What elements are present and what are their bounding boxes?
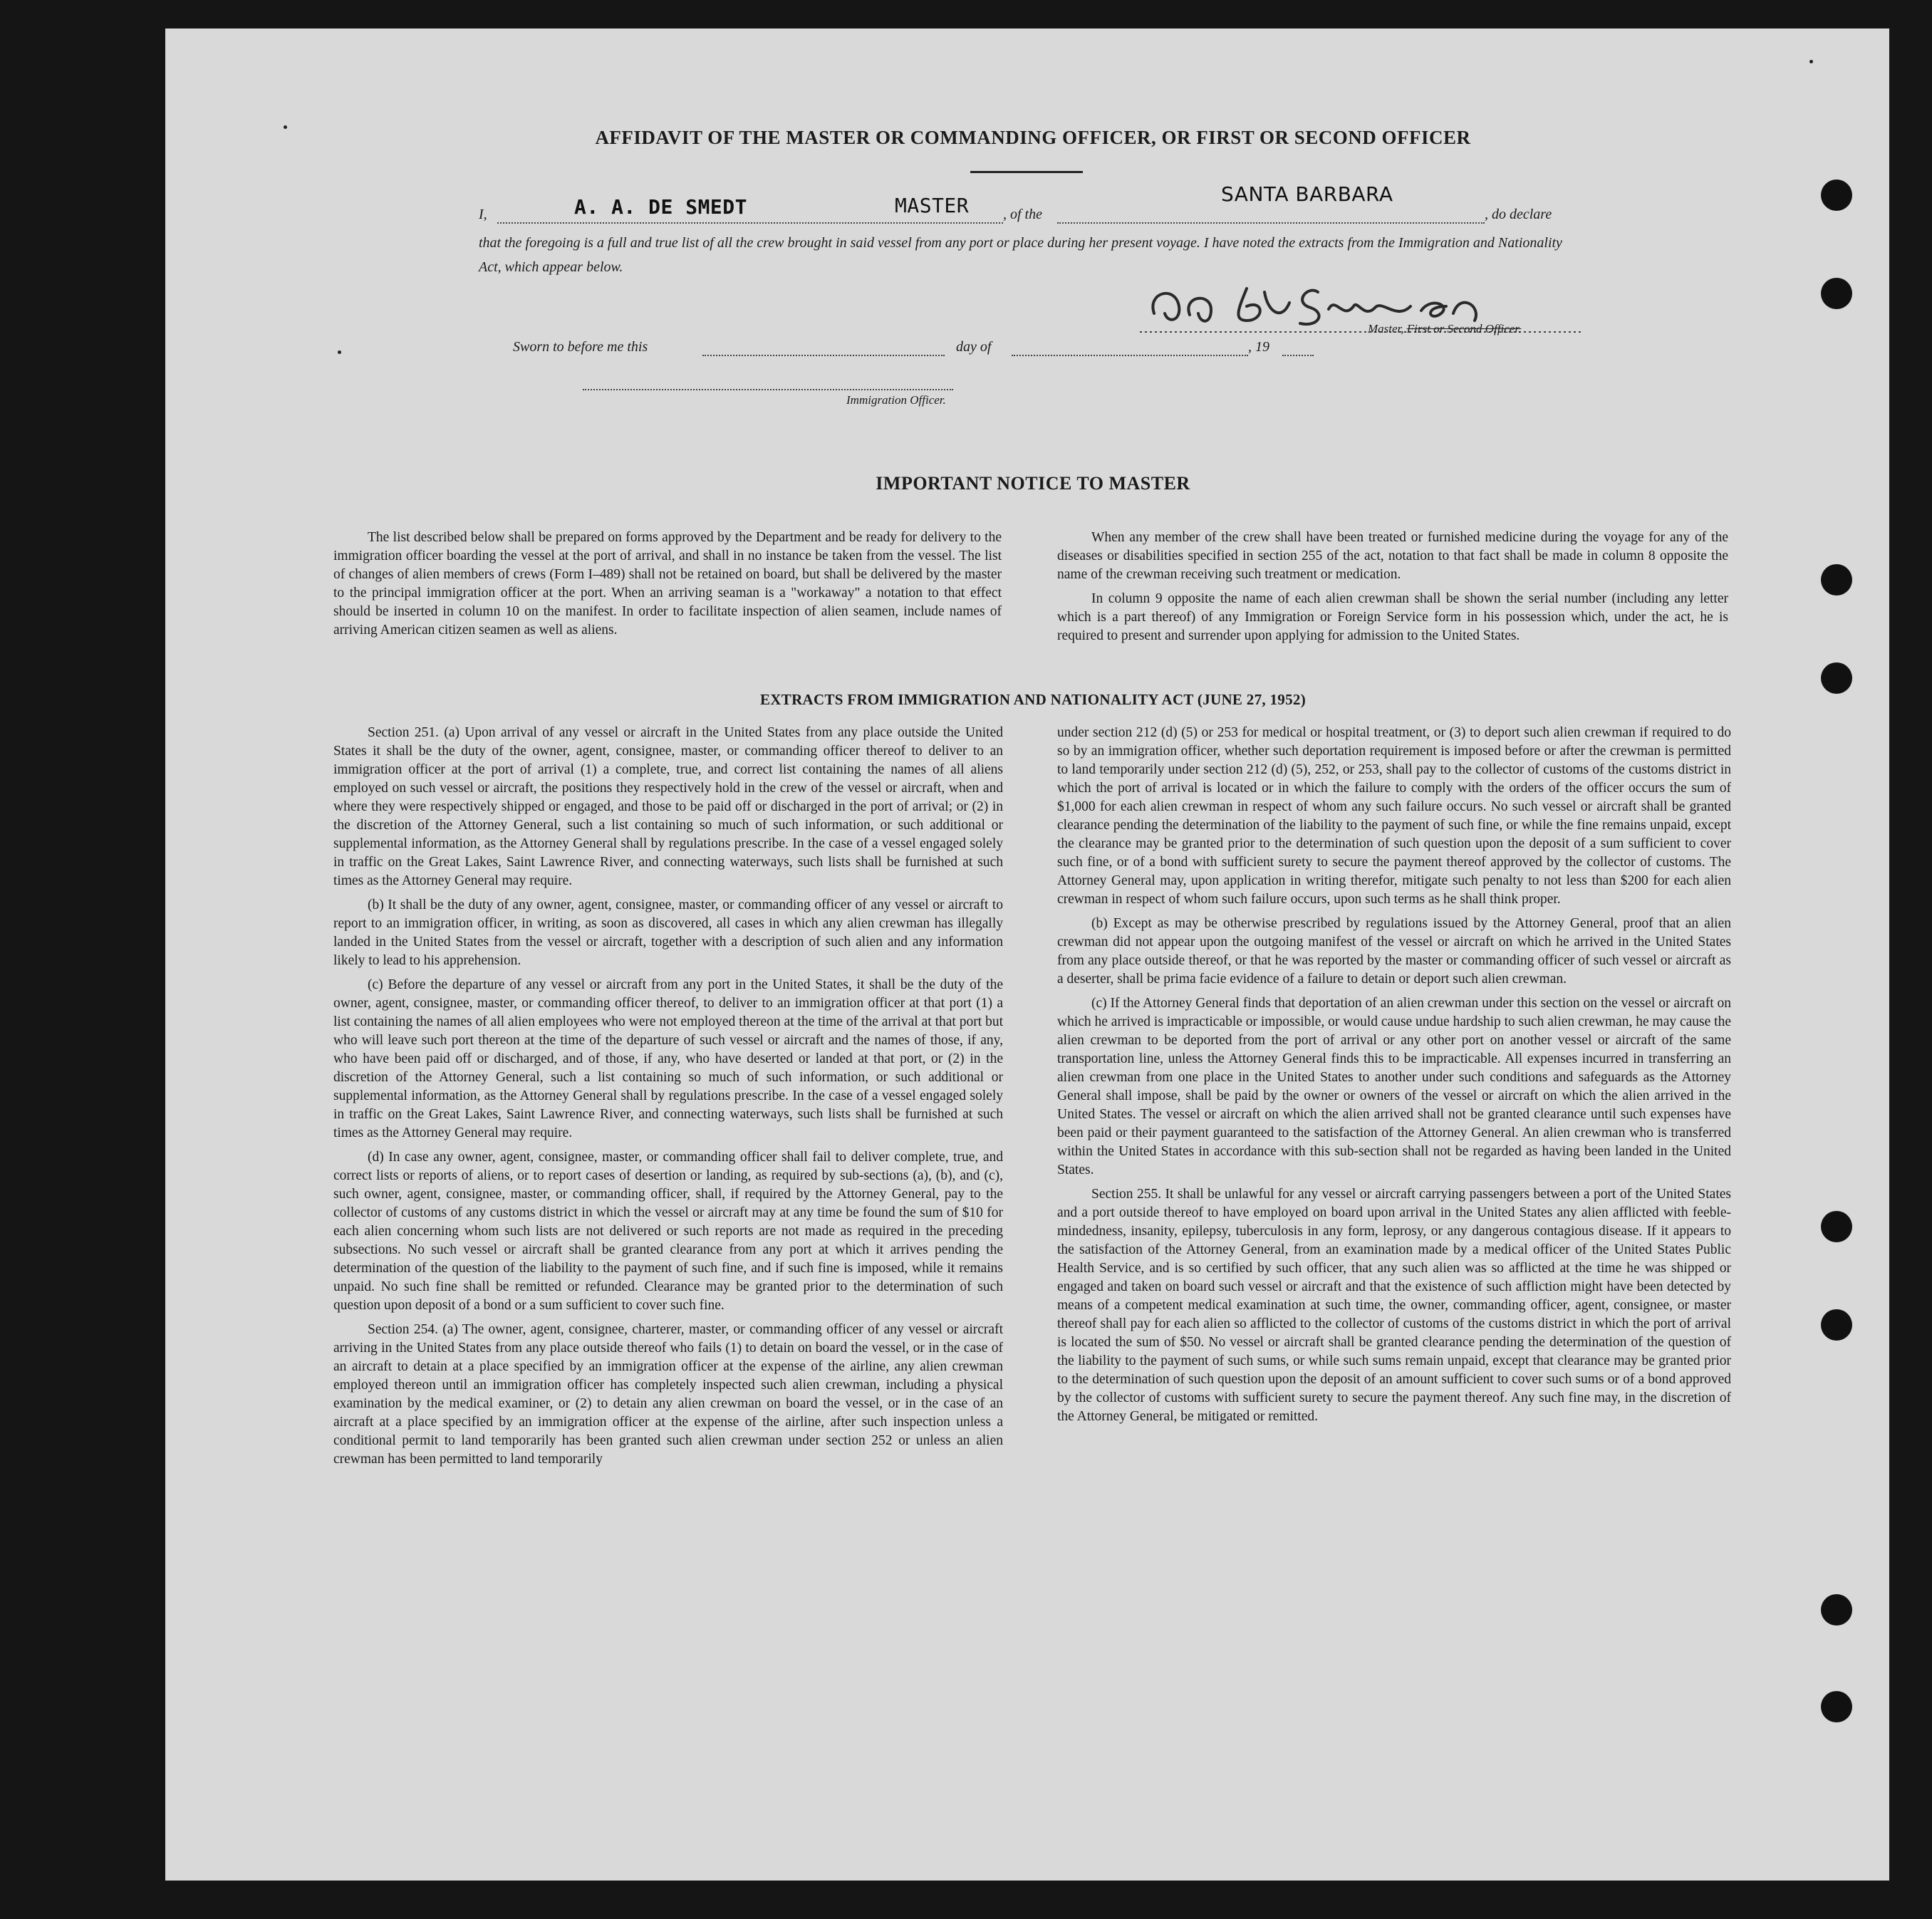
extracts-left-column	[333, 724, 1003, 1475]
extract-paragraph: (c) Before the departure of any vessel or aircraft from any port in the United States, it shall be the duty of the owner, agent, consignee, master, or commanding officer thereof, to deliver to an immigration officer at that port (1) a list containing the names of all alien employees who were not employed thereon at the time of the arrival at that port but who will leave such port thereon at the time of the departure of such vessel or aircraft and the names of those, if any, who have been paid off or discharged, and of those, if any, who have deserted or landed at that port, or (2) in the discretion of the Attorney General, such a list containing so much of such information, or such additional or supplemental information, as the Attorney General shall by regulations prescribe. In the case of a vessel engaged solely in traffic on the Great Lakes, Saint Lawrence River, and connecting waterways, such lists shall be furnished at such times as the Attorney General may require.	[333, 977, 1003, 1140]
extract-paragraph: Section 254. (a) The owner, agent, consignee, charterer, master, or commanding officer of any vessel or aircraft arriving in the United States from any place outside thereof who fails (1) to detain on board the vessel, or in the case of an aircraft to detain at a place specified by an immigration officer at the expense of the airline, any alien crewman employed thereon until an immigration officer has completely inspected such alien crewman, including a physical examination by the medical examiner, or (2) to detain any alien crewman on board the vessel, or in the case of an aircraft at a place specified by an immigration officer at the expense of the airline, after such inspection unless a conditional permit to land temporarily has been granted such alien crewman under section 252 or unless an alien crewman has been permitted to land temporarily	[333, 1322, 1003, 1467]
extract-paragraph: (d) In case any owner, agent, consignee, master, or commanding officer shall fail to deliver complete, true, and correct lists or reports of aliens, or to report cases of desertion or landing, as required by sub-sections (a), (b), and (c), such owner, agent, consignee, master, or commanding officer, shall, if required by the Attorney General, pay to the collector of customs of any customs district in which the vessel or aircraft may at any time be found the sum of $10 for each alien concerning whom such lists are not delivered or such reports are not made as required in the preceding subsections. No such vessel or aircraft shall be granted clearance from any port at which it arrives pending the determination of the question of the liability to the payment of such fine, and if such fine is imposed, while it remains unpaid. No such fine shall be remitted or refunded. Clearance may be granted prior to the determination of such question upon deposit of a bond or a sum sufficient to cover such fine.	[333, 1150, 1003, 1313]
extract-paragraph: (b) Except as may be otherwise prescribed by regulations issued by the Attorney General, proof that an alien crewman did not appear upon the outgoing manifest of the vessel or aircraft on which he arrived in the United States from any place outside thereof, or that he was reported by the master or commanding officer of such vessel or aircraft as a deserter, shall be prima facie evidence of a failure to detain or deport such alien crewman.	[1057, 916, 1731, 987]
of-the-label: , of the	[1003, 207, 1042, 222]
notice-right-column	[1057, 529, 1728, 651]
extracts-right-column	[1057, 724, 1731, 1432]
extract-paragraph: under section 212 (d) (5) or 253 for medical or hospital treatment, or (3) to deport such alien crewman if required to do so by an immigration officer, whether such deportation requirement is imposed before or after the crewman is permitted to land temporarily under section 212 (d) (5), 252, or 253, shall pay to the collector of customs of the customs district in which the port of arrival is located or in which the failure to comply with the orders of the officer occurs the sum of $1,000 for each alien crewman in respect of whom any such failure occurs. No such vessel or aircraft shall be granted clearance pending the determination of the liability to the payment of such fine, or while the fine remains unpaid, except the clearance may be granted prior to the determination of such question upon the deposit of a sum sufficient to cover such fine, or of a bond with sufficient surety to secure the payment thereof approved by the collector of customs. The Attorney General may, upon application in writing therefor, mitigate such penalty to not less than $200 for each alien crewman in respect of whom such failure occurs, upon such terms as he shall think proper.	[1057, 725, 1731, 907]
sworn-month-line	[1012, 355, 1248, 356]
vessel-name: SANTA BARBARA	[1221, 182, 1393, 206]
notice-paragraph: In column 9 opposite the name of each alien crewman shall be shown the serial number (including any letter which is a part thereof) of any Immigration or Foreign Service form in his possession which, under the act, he is required to present and surrender upon applying for admission to the United States.	[1057, 591, 1728, 643]
signature-caption	[1368, 322, 1521, 336]
notice-paragraph: The list described below shall be prepared on forms approved by the Department and be ready for delivery to the immigration officer boarding the vessel at the port of arrival, and shall in no instance be taken from the vessel. The list of changes of alien members of crews (Form I–489) shall not be retained on board, but shall be delivered by the master to the principal immigration officer at the port. When an arriving seaman is a "workaway" a notation to that effect should be inserted in column 10 on the manifest. In order to facilitate inspection of alien seamen, include names of arriving American citizen seamen as well as aliens.	[333, 530, 1002, 638]
extracts-title: EXTRACTS FROM IMMIGRATION AND NATIONALITY ACT (JUNE 27, 1952)	[760, 691, 1306, 708]
officer-caption: Immigration Officer.	[846, 393, 946, 407]
sworn-label: Sworn to before me this	[513, 339, 648, 355]
affidavit-statement: that the foregoing is a full and true list of all the crew brought in said vessel from any port or place during her present voyage. I have noted the extracts from the Immigration and Nationality Act, which appear below.	[479, 235, 1562, 275]
affidavit-title: AFFIDAVIT OF THE MASTER OR COMMANDING OFFICER, OR FIRST OR SECOND OFFICER	[595, 127, 1471, 148]
name-line	[497, 222, 1003, 224]
extract-paragraph: (b) It shall be the duty of any owner, agent, consignee, master, or commanding officer of any vessel or aircraft to report to an immigration officer, in writing, as soon as discovered, all cases in which any alien crewman has illegally landed in the United States from the vessel or aircraft, together with a description of such alien and any information likely to lead to his apprehension.	[333, 898, 1003, 968]
title-rule	[970, 171, 1083, 173]
declaration-prefix: I,	[479, 207, 487, 222]
ink-speck	[284, 125, 287, 129]
vessel-line	[1057, 222, 1485, 224]
punch-hole	[1821, 1309, 1852, 1341]
punch-hole	[1821, 1211, 1852, 1242]
notice-left-column	[333, 529, 1002, 645]
punch-hole	[1821, 564, 1852, 596]
notice-paragraph: When any member of the crew shall have been treated or furnished medicine during the voyage for any of the diseases or disabilities specified in section 255 of the act, notation to that fact shall be made in column 8 opposite the name of the crewman receiving such treatment or medication.	[1057, 530, 1728, 582]
punch-hole	[1821, 1691, 1852, 1722]
do-declare-label: , do declare	[1485, 207, 1552, 222]
extract-paragraph: (c) If the Attorney General finds that deportation of an alien crewman under this section on the vessel or aircraft on which he arrived is impracticable or impossible, or would cause undue hardship to such alien crewman, he may cause the alien crewman to be deported from the port of arrival or any other port on another vessel or aircraft of the same transportation line, unless the Attorney General finds this to be impracticable. All expenses incurred in transferring an alien crewman from one place in the United States to another under such conditions and safeguards as the Attorney General shall impose, shall be paid by the owner or owners of the vessel or aircraft on which the alien arrived in the United States. The vessel or aircraft on which the alien arrived shall not be granted clearance until such expenses have been paid or their payment guaranteed to the satisfaction of the Attorney General. An alien crewman who is transferred within the United States in accordance with this sub-section shall not be regarded as having been landed in the United States.	[1057, 996, 1731, 1177]
punch-hole	[1821, 1594, 1852, 1626]
officer-signature-line	[583, 389, 953, 390]
master-name: A. A. DE SMEDT	[574, 195, 748, 219]
sworn-year-line	[1282, 355, 1314, 356]
signature-caption-master: Master,	[1368, 322, 1404, 336]
day-of-label: day of	[956, 339, 992, 355]
punch-hole	[1821, 662, 1852, 694]
sworn-day-line	[702, 355, 945, 356]
notice-title: IMPORTANT NOTICE TO MASTER	[876, 473, 1190, 494]
year-label: , 19	[1248, 339, 1269, 355]
signature-caption-struck: First or Second Officer.	[1406, 322, 1522, 336]
punch-hole	[1821, 180, 1852, 211]
ink-speck	[1809, 60, 1813, 63]
extract-paragraph: Section 255. It shall be unlawful for any vessel or aircraft carrying passengers between a port of the United States and a port outside thereof to have employed on board upon arrival in the United States any alien afflicted with feeble-mindedness, insanity, epilepsy, tuberculosis in any form, leprosy, or any dangerous contagious disease. If it appears to the satisfaction of the Attorney General, from an examination made by a medical officer of the United States Public Health Service, and is so certified by such officer, that any such alien was so afflicted at the time he was shipped or engaged and taken on board such vessel or aircraft and that the existence of such affliction might have been detected by means of a competent medical examination at such time, the owner, commanding officer, agent, consignee, or master thereof shall pay for each alien so afflicted to the collector of customs of the customs district in which the port of arrival is located the sum of $50. No vessel or aircraft shall be granted clearance pending the determination of the question of the liability to the payment of such sums, or while such sums remain unpaid, except that clearance may be granted prior to the determination of such question upon the deposit of an amount sufficient to cover such sums or of a bond approved by the collector of customs with sufficient surety to secure the payment thereof. Any such fine may, in the discretion of the Attorney General, be mitigated or remitted.	[1057, 1187, 1731, 1424]
ink-speck	[338, 350, 341, 354]
rank: MASTER	[895, 194, 970, 217]
extract-paragraph: Section 251. (a) Upon arrival of any vessel or aircraft in the United States from any place outside the United States it shall be the duty of the owner, agent, consignee, master, or commanding officer thereof to deliver to an immigration officer at the port of arrival (1) a complete, true, and correct list containing the names of all aliens employed on such vessel or aircraft, the positions they respectively hold in the crew of the vessel or aircraft, when and where they were respectively shipped or engaged, and those to be paid off or discharged in the port of arrival; or (2) in the discretion of the Attorney General, such a list containing so much of such information, or such additional or supplemental information, as the Attorney General shall by regulations prescribe. In the case of a vessel engaged solely in traffic on the Great Lakes, Saint Lawrence River, and connecting waterways, such lists shall be furnished at such times as the Attorney General may require.	[333, 725, 1003, 888]
punch-hole	[1821, 278, 1852, 309]
